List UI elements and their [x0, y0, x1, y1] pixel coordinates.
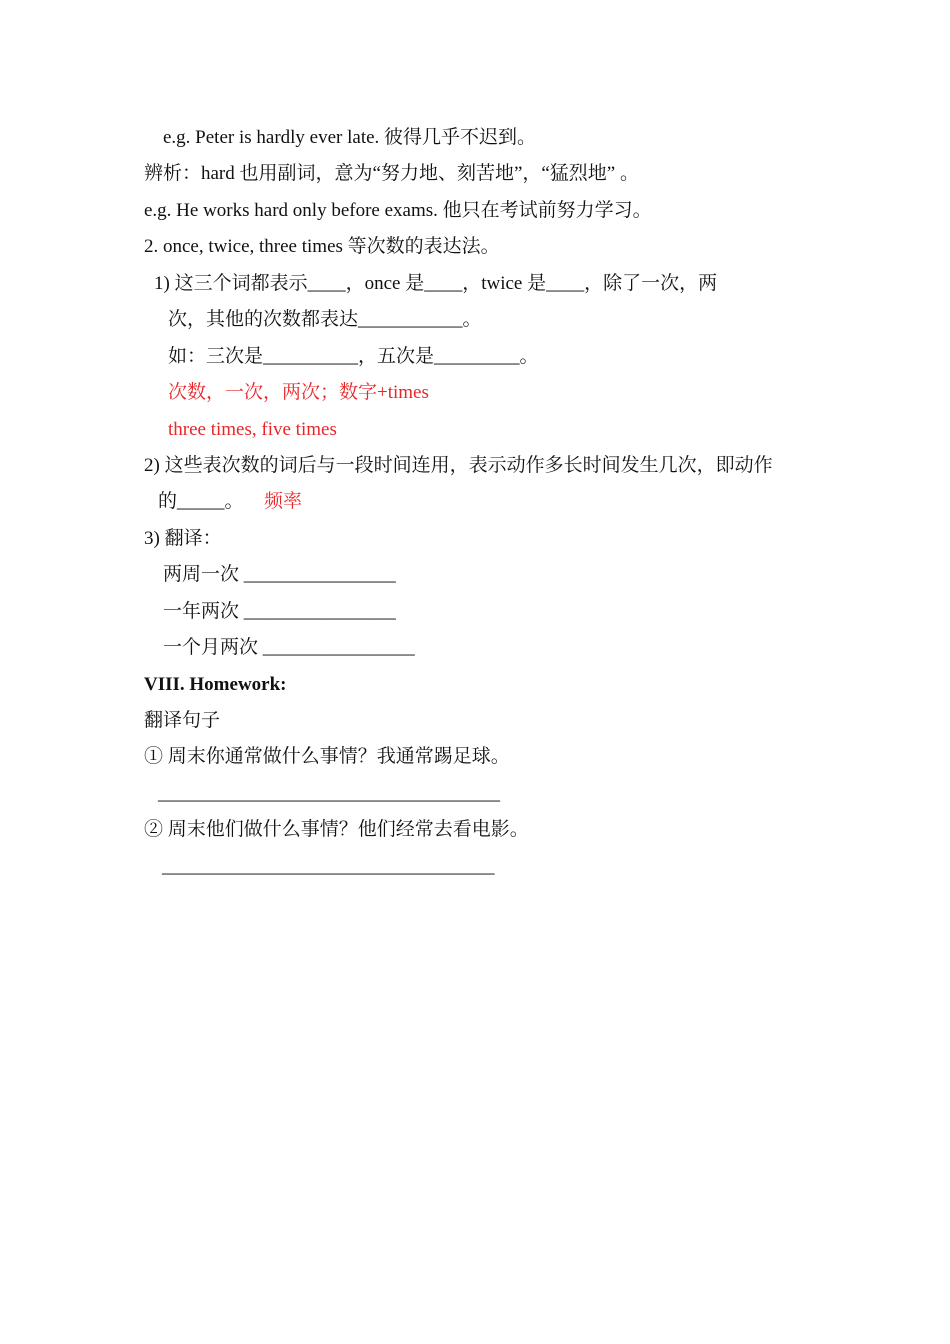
item-1-line-a: 1) 这三个词都表示____，once 是____，twice 是____，除了一次，两	[154, 273, 718, 294]
answer-2: 频率	[264, 491, 303, 512]
translate-3: 一个月两次 ________________	[163, 637, 415, 658]
translate-1: 两周一次 ________________	[163, 564, 396, 585]
translate-2: 一年两次 ________________	[163, 601, 396, 622]
homework-question-2: ② 周末他们做什么事情？他们经常去看电影。	[144, 819, 529, 840]
homework-question-1: ① 周末你通常做什么事情？我通常踢足球。	[144, 746, 510, 767]
item-2-line-b: 的_____。	[158, 491, 244, 512]
homework-subtitle: 翻译句子	[144, 710, 221, 731]
homework-title: VIII. Homework:	[144, 674, 287, 695]
homework-answer-line-2: ___________________________________	[162, 856, 495, 877]
example-hard: e.g. He works hard only before exams. 他只在考试前努力学习。	[144, 200, 652, 221]
answer-1-b: three times, five times	[168, 419, 337, 440]
section-2-title: 2. once, twice, three times 等次数的表达法。	[144, 236, 500, 257]
item-1-example: 如：三次是__________，五次是_________。	[168, 346, 539, 367]
analysis-hard: 辨析：hard 也用副词，意为“努力地、刻苦地”，“猛烈地” 。	[144, 163, 639, 184]
item-3-title: 3) 翻译：	[144, 528, 222, 549]
item-1-line-b: 次，其他的次数都表达___________。	[168, 309, 482, 330]
answer-1-a: 次数，一次，两次；数字+times	[168, 382, 429, 403]
example-hardly: e.g. Peter is hardly ever late. 彼得几乎不迟到。	[163, 127, 537, 148]
item-2-line-a: 2) 这些表次数的词后与一段时间连用，表示动作多长时间发生几次，即动作	[144, 455, 773, 476]
homework-answer-line-1: ____________________________________	[158, 783, 500, 804]
